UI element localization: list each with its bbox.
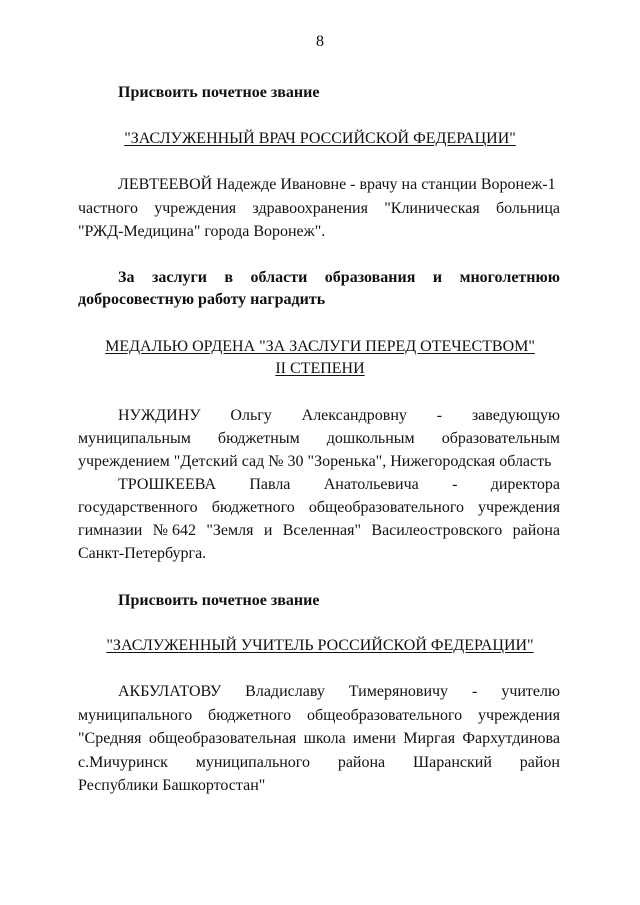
medal-title-line-2: II СТЕПЕНИ: [275, 360, 365, 377]
word: заслуги: [151, 269, 207, 286]
word: Анатольевича: [323, 476, 419, 493]
word: ТРОШКЕЕВА: [118, 476, 216, 493]
section-heading-medal-line-1: [118, 268, 560, 288]
word: -: [472, 683, 478, 700]
word: Фархутдинова: [462, 730, 560, 747]
word: учреждения: [154, 200, 237, 217]
word: гимназии: [78, 522, 143, 539]
word: бюджетного: [211, 499, 295, 516]
word: Владиславу: [245, 683, 325, 700]
word: в: [224, 269, 234, 286]
word: и: [263, 522, 273, 539]
word: АКБУЛАТОВУ: [118, 683, 222, 700]
honorary-title-doctor: "ЗАСЛУЖЕННЫЙ ВРАЧ РОССИЙСКОЙ ФЕДЕРАЦИИ": [124, 130, 516, 147]
word: директора: [490, 476, 560, 493]
entry-akbulatov-line-4: [78, 753, 560, 773]
word: многолетнюю: [459, 269, 560, 286]
section-heading-award-title: Присвоить почетное звание: [118, 84, 320, 101]
word: Павла: [249, 476, 291, 493]
word: образовательным: [441, 430, 560, 447]
word: школа: [303, 730, 346, 747]
section-heading-teacher-title: Присвоить почетное звание: [118, 592, 320, 609]
word: общеобразовательного: [307, 707, 463, 724]
section-heading-medal-line-2: добросовестную работу наградить: [78, 291, 326, 308]
word: заведующую: [471, 407, 560, 424]
entry-nuzhdina-line-1: [118, 406, 560, 426]
medal-title-line-1: МЕДАЛЬЮ ОРДЕНА "ЗА ЗАСЛУГИ ПЕРЕД ОТЕЧЕСТВОМ": [105, 338, 535, 355]
entry-levteeva-line-3: "РЖД-Медицина" города Воронеж".: [78, 223, 326, 240]
word: бюджетного: [208, 707, 292, 724]
honorary-title-teacher: "ЗАСЛУЖЕННЫЙ УЧИТЕЛЬ РОССИЙСКОЙ ФЕДЕРАЦИИ": [106, 637, 534, 654]
word: общеобразовательная: [148, 730, 297, 747]
word: области: [250, 269, 308, 286]
word: -: [452, 476, 458, 493]
word: Вселенная": [282, 522, 362, 539]
entry-troshkeev-line-2: [78, 498, 560, 518]
entry-troshkeev-line-3: [78, 521, 560, 541]
word: район: [519, 754, 560, 771]
entry-troshkeev-line-4: Санкт-Петербурга.: [78, 545, 207, 562]
word: Ольгу: [230, 407, 272, 424]
word: Миргая: [403, 730, 456, 747]
word: здравоохранения: [252, 200, 368, 217]
word: учреждения: [478, 499, 560, 516]
page-number: 8: [316, 33, 324, 50]
word: больница: [496, 200, 560, 217]
word: и: [432, 269, 443, 286]
entry-levteeva-line-1: ЛЕВТЕЕВОЙ Надежде Ивановне - врачу на станции Воронеж-1: [118, 176, 556, 193]
word: учреждения: [478, 707, 560, 724]
word: муниципальным: [78, 430, 191, 447]
word: государственного: [78, 499, 198, 516]
word: района: [512, 522, 560, 539]
word: дошкольным: [326, 430, 415, 447]
word: учителю: [501, 683, 560, 700]
word: -: [436, 407, 443, 424]
word: общеобразовательного: [308, 499, 464, 516]
entry-levteeva-line-2: [78, 199, 560, 219]
word: Шаранский: [412, 754, 492, 771]
word: НУЖДИНУ: [118, 407, 201, 424]
word: образования: [324, 269, 416, 286]
word: "Земля: [206, 522, 254, 539]
word: "Клиническая: [384, 200, 480, 217]
entry-akbulatov-line-5: Республики Башкортостан": [78, 777, 266, 794]
entry-troshkeev-line-1: [118, 475, 560, 495]
word: района: [337, 754, 386, 771]
word: с.Мичуринск: [78, 754, 168, 771]
entry-nuzhdina-line-3: учреждением "Детский сад № 30 "Зоренька", Нижегородская область: [78, 453, 552, 470]
word: Тимеряновичу: [348, 683, 449, 700]
word: муниципального: [78, 707, 193, 724]
word: имени: [353, 730, 396, 747]
entry-akbulatov-line-1: [118, 682, 560, 702]
entry-akbulatov-line-3: [78, 729, 560, 749]
word: муниципального: [195, 754, 310, 771]
word: Василеостровского: [371, 522, 503, 539]
word: частного: [78, 200, 138, 217]
word: "Средняя: [78, 730, 142, 747]
word: За: [118, 269, 135, 286]
word: № 642: [152, 522, 196, 539]
entry-akbulatov-line-2: [78, 706, 560, 726]
word: Александровну: [301, 407, 407, 424]
entry-nuzhdina-line-2: [78, 429, 560, 449]
word: бюджетным: [217, 430, 300, 447]
